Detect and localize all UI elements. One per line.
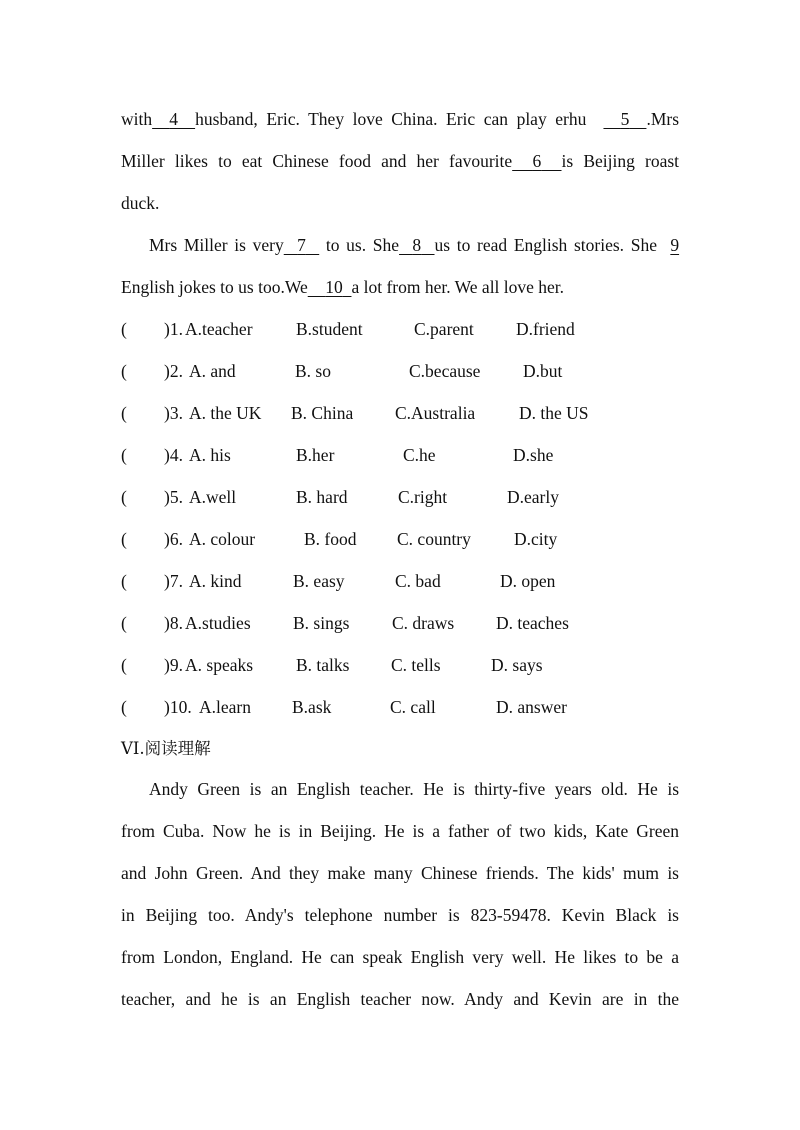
option-b: B. China xyxy=(291,403,354,423)
option-d: D.early xyxy=(507,487,559,507)
blank-9: 9 xyxy=(670,235,680,255)
question-number: )2. xyxy=(164,361,183,381)
passage-line: duck. xyxy=(121,193,160,213)
option-a: A.studies xyxy=(185,613,251,633)
question-row xyxy=(121,569,679,593)
answer-paren: ( xyxy=(121,655,127,675)
option-c: C.because xyxy=(409,361,481,381)
option-d: D.friend xyxy=(516,319,575,339)
option-b: B. hard xyxy=(296,487,348,507)
blank-7: 7 xyxy=(297,235,306,255)
question-row xyxy=(121,443,679,467)
answer-paren: ( xyxy=(121,319,127,339)
question-number: )10. xyxy=(164,697,192,717)
option-a: A.learn xyxy=(199,697,251,717)
passage-text: Miller likes to eat Chinese food and her favourite xyxy=(121,151,513,171)
option-a: A.well xyxy=(189,487,237,507)
question-row xyxy=(121,485,679,509)
option-a: A.teacher xyxy=(185,319,253,339)
passage-line xyxy=(121,275,679,299)
option-b: B.ask xyxy=(292,697,332,717)
passage-text: is Beijing roast xyxy=(561,151,680,171)
option-c: C.Australia xyxy=(395,403,476,423)
reading-line: Andy Green is an English teacher. He is thirty-five years old. He is xyxy=(149,779,679,799)
option-c: C. country xyxy=(397,529,471,549)
passage-line xyxy=(121,149,679,173)
passage-line xyxy=(121,107,679,131)
passage-text: English jokes to us too.We xyxy=(121,277,308,297)
blank-8: 8 xyxy=(412,235,422,255)
question-row xyxy=(121,317,679,341)
answer-paren: ( xyxy=(121,403,127,423)
question-number: )1. xyxy=(164,319,183,339)
question-number: )9. xyxy=(164,655,183,675)
blank-10: 10 xyxy=(325,277,343,297)
option-c: C.parent xyxy=(414,319,474,339)
option-d: D. answer xyxy=(496,697,567,717)
option-b: B. so xyxy=(295,361,331,381)
question-number: )5. xyxy=(164,487,183,507)
answer-paren: ( xyxy=(121,697,127,717)
passage-text: .Mrs xyxy=(646,109,680,129)
reading-line: teacher, and he is an English teacher now. Andy and Kevin are in the xyxy=(121,989,679,1009)
option-c: C. draws xyxy=(392,613,455,633)
option-a: A. and xyxy=(189,361,236,381)
option-b: B. easy xyxy=(293,571,345,591)
option-a: A. colour xyxy=(189,529,256,549)
option-d: D.she xyxy=(513,445,554,465)
option-c: C. bad xyxy=(395,571,441,591)
reading-line: in Beijing too. Andy's telephone number is 823-59478. Kevin Black is xyxy=(121,905,679,925)
passage-text: husband, Eric. They love China. Eric can play erhu xyxy=(195,109,587,129)
question-row xyxy=(121,359,679,383)
option-c: C.right xyxy=(398,487,448,507)
passage-text: us to read English stories. She xyxy=(434,235,657,255)
passage-text: a lot from her. We all love her. xyxy=(351,277,565,297)
option-a: A. his xyxy=(189,445,231,465)
blank-6: 6 xyxy=(532,151,542,171)
answer-paren: ( xyxy=(121,487,127,507)
passage-text: with xyxy=(121,109,153,129)
option-c: C.he xyxy=(403,445,436,465)
question-number: )8. xyxy=(164,613,183,633)
answer-paren: ( xyxy=(121,529,127,549)
option-c: C. call xyxy=(390,697,436,717)
answer-paren: ( xyxy=(121,613,127,633)
option-d: D.city xyxy=(514,529,558,549)
option-b: B. talks xyxy=(296,655,350,675)
section-heading: VI.阅读理解 xyxy=(121,739,211,758)
passage-text: Mrs Miller is very xyxy=(149,235,284,255)
option-d: D. teaches xyxy=(496,613,569,633)
reading-line: from London, England. He can speak English very well. He likes to be a xyxy=(121,947,679,967)
option-a: A. speaks xyxy=(185,655,254,675)
option-d: D. open xyxy=(500,571,556,591)
question-number: )4. xyxy=(164,445,183,465)
option-b: B. food xyxy=(304,529,357,549)
question-row xyxy=(121,653,679,677)
option-c: C. tells xyxy=(391,655,441,675)
passage-line xyxy=(149,233,679,257)
question-number: )6. xyxy=(164,529,183,549)
answer-paren: ( xyxy=(121,571,127,591)
question-number: )7. xyxy=(164,571,183,591)
option-b: B.her xyxy=(296,445,335,465)
blank-4: 4 xyxy=(169,109,178,129)
option-a: A. kind xyxy=(189,571,242,591)
answer-paren: ( xyxy=(121,361,127,381)
option-d: D.but xyxy=(523,361,563,381)
option-d: D. the US xyxy=(519,403,589,423)
question-number: )3. xyxy=(164,403,183,423)
reading-line: and John Green. And they make many Chinese friends. The kids' mum is xyxy=(121,863,679,883)
blank-5: 5 xyxy=(620,109,630,129)
option-b: B.student xyxy=(296,319,363,339)
option-d: D. says xyxy=(491,655,543,675)
option-a: A. the UK xyxy=(189,403,262,423)
question-row xyxy=(121,611,679,635)
question-row xyxy=(121,695,679,719)
question-row xyxy=(121,401,679,425)
passage-text: to us. She xyxy=(325,235,400,255)
option-b: B. sings xyxy=(293,613,350,633)
question-row xyxy=(121,527,679,551)
reading-line: from Cuba. Now he is in Beijing. He is a father of two kids, Kate Green xyxy=(121,821,679,841)
answer-paren: ( xyxy=(121,445,127,465)
